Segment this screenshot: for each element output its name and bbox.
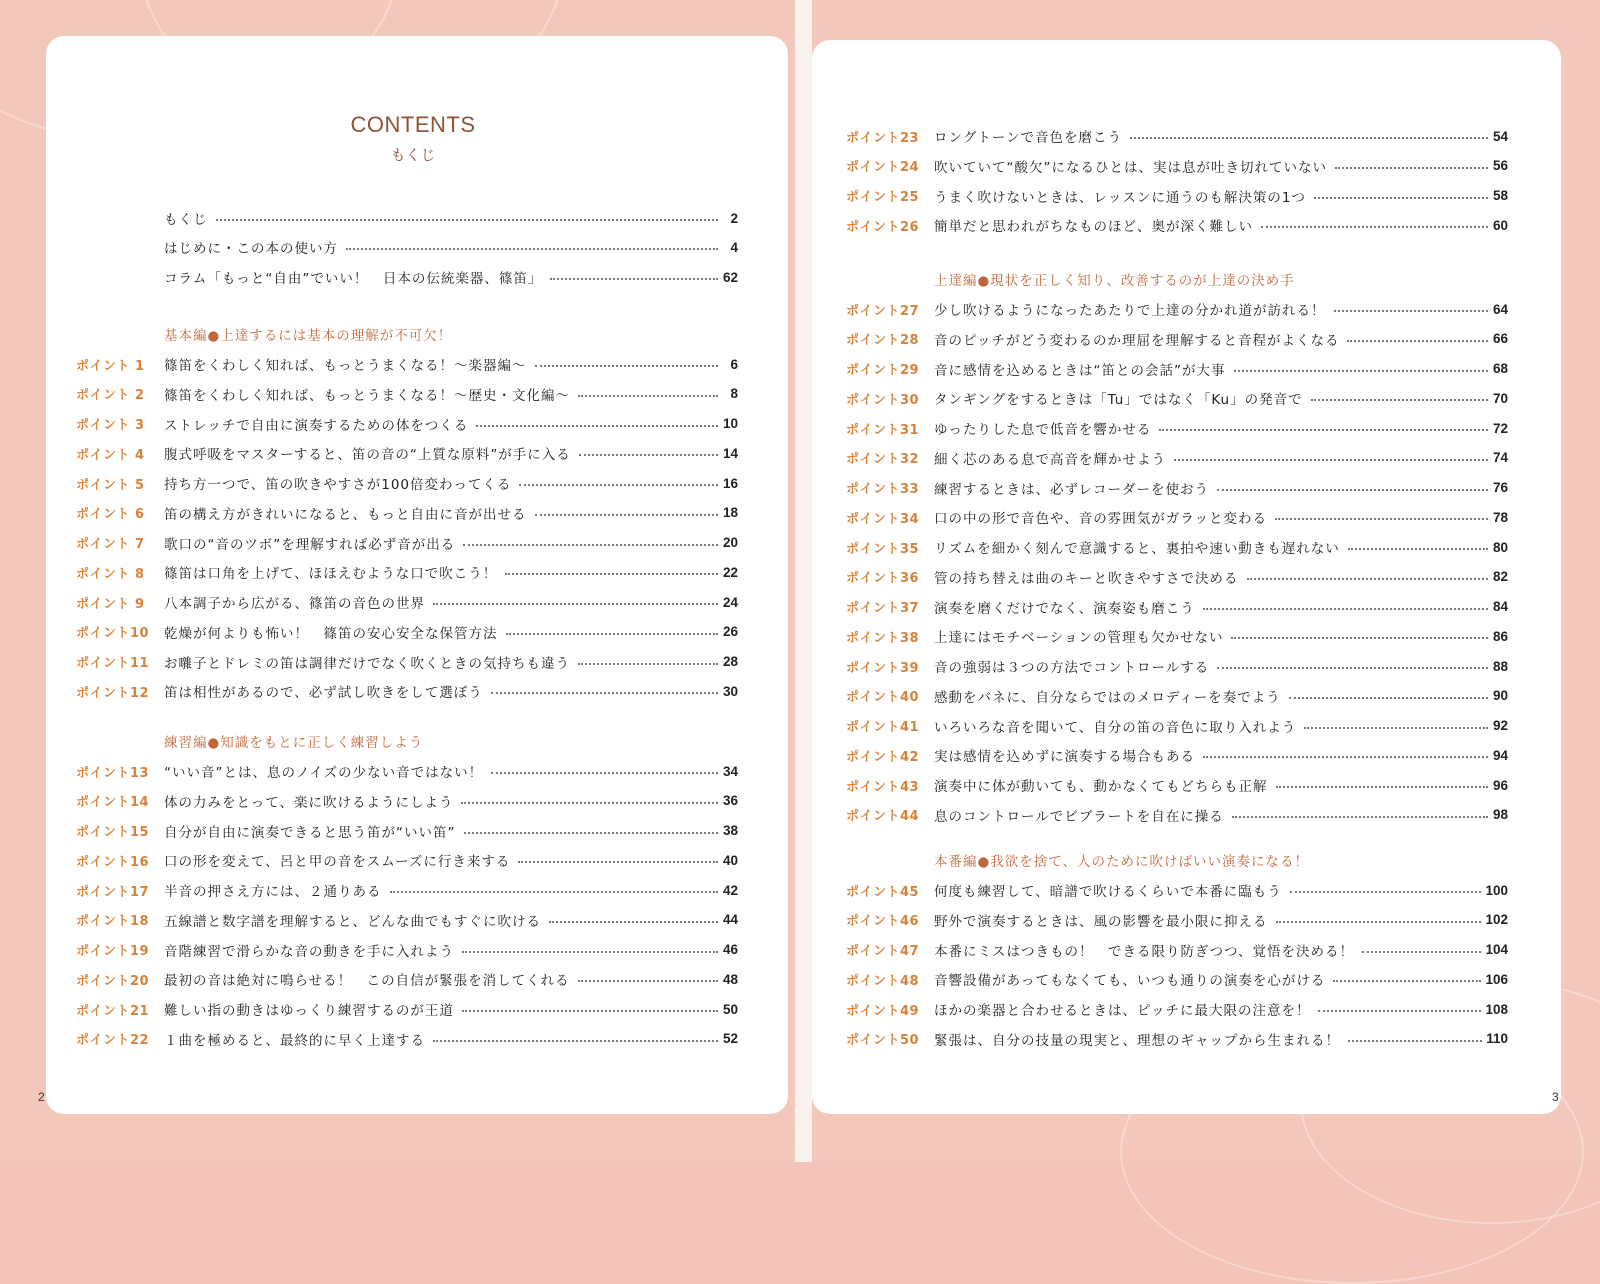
toc-entry[interactable] [846, 298, 1508, 320]
entry-title: 少し吹けるようになったあたりで上達の分かれ道が訪れる！ [934, 303, 1326, 319]
entry-page-number: 48 [722, 971, 738, 987]
entry-title: 口の中の形で音色や、音の雰囲気がガラッと変わる [934, 511, 1267, 528]
dot-leader [1347, 340, 1488, 342]
toc-entry[interactable] [846, 715, 1508, 737]
point-label: ポイント23 [846, 130, 920, 146]
point-label: ポイント31 [846, 422, 920, 438]
point-label: ポイント10 [76, 626, 150, 642]
entry-page-number: 82 [1492, 569, 1508, 585]
page-number-left: 2 [38, 1090, 45, 1104]
point-label: ポイント 7 [76, 537, 145, 552]
point-label: ポイント45 [846, 884, 920, 900]
entry-title: リズムを細かく刻んで意識すると、裏拍や速い動きも遅れない [934, 541, 1340, 557]
point-label: ポイント 2 [76, 388, 145, 404]
entry-title: 息のコントロールでビブラートを自在に操る [934, 808, 1224, 825]
dot-leader [579, 454, 718, 456]
entry-page-number: 52 [722, 1031, 738, 1047]
dot-leader [535, 365, 719, 367]
contents-title-ja: もくじ [390, 146, 436, 164]
entry-page-number: 36 [722, 793, 738, 809]
dot-leader [519, 484, 718, 486]
point-label: ポイント14 [76, 795, 150, 811]
point-label: ポイント11 [76, 656, 150, 671]
entry-page-number: 4 [730, 239, 738, 255]
dot-leader [1314, 197, 1488, 199]
toc-entry[interactable] [846, 566, 1508, 588]
point-label: ポイント18 [76, 914, 150, 930]
dot-leader [549, 921, 718, 923]
entry-title: 自分が自由に演奏できると思う笛が“いい笛” [164, 824, 456, 841]
entry-page-number: 110 [1486, 1031, 1508, 1047]
entry-page-number: 58 [1492, 188, 1508, 203]
point-label: ポイント39 [846, 660, 920, 676]
entry-title: コラム「もっと“自由”でいい！ 日本の伝統楽器、篠笛」 [164, 271, 543, 287]
toc-entry[interactable] [846, 804, 1508, 826]
entry-page-number: 46 [722, 942, 738, 957]
toc-entry[interactable] [846, 744, 1508, 766]
dot-leader [464, 832, 719, 834]
dot-leader [390, 891, 719, 893]
entry-page-number: 104 [1485, 942, 1508, 957]
point-label: ポイント21 [76, 1003, 150, 1019]
entry-title: 何度も練習して、暗譜で吹けるくらいで本番に臨もう [934, 884, 1282, 900]
dot-leader [433, 603, 718, 605]
dot-leader [1276, 921, 1482, 923]
point-label: ポイント49 [846, 1003, 920, 1019]
entry-page-number: 88 [1492, 658, 1508, 674]
toc-entry[interactable] [846, 417, 1508, 439]
dot-leader [1318, 1010, 1481, 1012]
point-label: ポイント25 [846, 190, 920, 205]
dot-leader [1362, 951, 1482, 953]
dot-leader [1174, 459, 1488, 461]
entry-page-number: 70 [1492, 390, 1508, 406]
point-label: ポイント 5 [76, 477, 145, 493]
dot-leader [1290, 891, 1482, 893]
toc-entry[interactable] [846, 536, 1508, 558]
page-number-right: 3 [1552, 1090, 1559, 1104]
entry-page-number: 94 [1492, 747, 1508, 763]
toc-entry[interactable] [76, 998, 738, 1020]
entry-page-number: 6 [730, 356, 738, 372]
toc-entry[interactable] [76, 561, 738, 583]
entry-title: 笛は相性があるので、必ず試し吹きをして選ぼう [164, 685, 483, 702]
dot-leader [1275, 518, 1488, 520]
dot-leader [1304, 727, 1488, 729]
entry-title: 吹いていて“酸欠”になるひとは、実は息が吐き切れていない [934, 159, 1327, 176]
point-label: ポイント37 [846, 601, 920, 616]
dot-leader [1311, 399, 1488, 401]
entry-page-number: 16 [722, 475, 738, 491]
entry-page-number: 26 [722, 624, 738, 640]
dot-leader [1348, 1040, 1482, 1042]
entry-page-number: 34 [722, 763, 738, 779]
toc-entry[interactable] [76, 591, 738, 613]
point-label: ポイント46 [846, 914, 920, 930]
dot-leader [535, 514, 719, 516]
toc-entry[interactable] [846, 125, 1508, 147]
point-label: ポイント47 [846, 944, 920, 959]
entry-page-number: 38 [722, 823, 738, 838]
dot-leader [1333, 980, 1481, 982]
entry-title: 感動をバネに、自分ならではのメロディーを奏でよう [934, 689, 1281, 706]
point-label: ポイント15 [76, 825, 150, 840]
toc-entry[interactable] [846, 998, 1508, 1020]
entry-title: 乾燥が何よりも怖い！ 篠笛の安心安全な保管方法 [164, 625, 498, 642]
entry-page-number: 64 [1492, 301, 1508, 317]
dot-leader [1217, 489, 1488, 491]
point-label: ポイント40 [846, 690, 920, 706]
toc-entry[interactable] [846, 328, 1508, 350]
entry-title: ロングトーンで音色を磨こう [934, 130, 1122, 146]
dot-leader [462, 1010, 718, 1012]
entry-page-number: 66 [1492, 331, 1508, 347]
entry-page-number: 54 [1492, 128, 1508, 144]
dot-leader [1234, 370, 1489, 372]
point-label: ポイント27 [846, 303, 920, 319]
point-label: ポイント19 [76, 944, 150, 959]
entry-page-number: 60 [1492, 217, 1508, 233]
dot-leader [1348, 548, 1488, 550]
point-label: ポイント33 [846, 482, 920, 497]
entry-title: 腹式呼吸をマスターすると、笛の音の“上質な原料”が手に入る [164, 447, 571, 464]
toc-entry[interactable] [76, 790, 738, 812]
entry-title: 難しい指の動きはゆっくり練習するのが王道 [164, 1003, 454, 1019]
entry-title: 持ち方一つで、笛の吹きやすさが100倍変わってくる [164, 477, 512, 493]
point-label: ポイント22 [76, 1033, 150, 1049]
entry-page-number: 10 [722, 416, 738, 431]
entry-title: 篠笛をくわしく知れば、もっとうまくなる！～歴史・文化編～ [164, 387, 570, 404]
entry-page-number: 102 [1485, 912, 1508, 928]
toc-entry[interactable] [846, 774, 1508, 796]
entry-title: 笛の構え方がきれいになると、もっと自由に音が出せる [164, 506, 527, 523]
entry-page-number: 62 [722, 269, 738, 285]
intro-entry[interactable] [76, 266, 738, 288]
entry-title: 実は感情を込めずに演奏する場合もある [934, 749, 1195, 766]
entry-page-number: 24 [722, 594, 738, 610]
dot-leader [491, 692, 718, 694]
point-label: ポイント48 [846, 973, 920, 989]
point-label: ポイント 8 [76, 566, 145, 582]
toc-entry[interactable] [846, 879, 1508, 901]
entry-title: もくじ [164, 212, 208, 228]
point-label: ポイント26 [846, 219, 920, 235]
section-heading-performance: 本番編●我欲を捨て、人のために吹けばいい演奏になる！ [934, 854, 1310, 870]
entry-page-number: 90 [1492, 688, 1508, 704]
toc-entry[interactable] [76, 760, 738, 782]
entry-title: 歌口の“音のツボ”を理解すれば必ず音が出る [164, 536, 456, 553]
entry-title: 音のピッチがどう変わるのか理屈を理解すると音程がよくなる [934, 332, 1340, 349]
toc-entry[interactable] [76, 968, 738, 990]
entry-title: 練習するときは、必ずレコーダーを使おう [934, 481, 1209, 498]
entry-page-number: 74 [1492, 450, 1508, 466]
entry-title: うまく吹けないときは、レッスンに通うのも解決策の1つ [934, 189, 1306, 206]
dot-leader [346, 248, 718, 250]
dot-leader [1203, 608, 1488, 610]
contents-title-en: CONTENTS [350, 112, 476, 137]
intro-entry[interactable] [76, 207, 738, 229]
toc-entry[interactable] [846, 155, 1508, 177]
dot-leader [1159, 429, 1488, 431]
entry-title: 篠笛をくわしく知れば、もっとうまくなる！～楽器編～ [164, 358, 527, 374]
dot-leader [1203, 756, 1488, 758]
section-heading-practice: 練習編●知識をもとに正しく練習しよう [164, 735, 424, 751]
entry-page-number: 30 [722, 683, 738, 699]
toc-entry[interactable] [846, 1028, 1508, 1050]
entry-page-number: 72 [1492, 420, 1508, 436]
entry-title: 最初の音は絶対に鳴らせる！ この自信が緊張を消してくれる [164, 973, 570, 990]
dot-leader [506, 633, 719, 635]
entry-page-number: 108 [1485, 1001, 1508, 1017]
entry-title: 本番にミスはつきもの！ できる限り防ぎつつ、覚悟を決める！ [934, 943, 1354, 960]
dot-leader [461, 802, 718, 804]
point-label: ポイント24 [846, 160, 920, 176]
point-label: ポイント30 [846, 392, 920, 408]
toc-entry[interactable] [846, 596, 1508, 618]
point-label: ポイント35 [846, 541, 920, 557]
entry-page-number: 98 [1492, 807, 1508, 823]
point-label: ポイント34 [846, 511, 920, 527]
entry-title: はじめに・この本の使い方 [164, 241, 338, 257]
dot-leader [1335, 167, 1488, 169]
dot-leader [1130, 137, 1488, 139]
entry-page-number: 8 [730, 386, 738, 402]
entry-page-number: 22 [722, 564, 738, 580]
toc-entry[interactable] [846, 477, 1508, 499]
point-label: ポイント20 [76, 973, 150, 989]
entry-page-number: 92 [1492, 718, 1508, 733]
toc-entry[interactable] [846, 909, 1508, 931]
entry-title: 演奏を磨くだけでなく、演奏姿も磨こう [934, 600, 1195, 617]
entry-page-number: 56 [1492, 158, 1508, 174]
point-label: ポイント13 [76, 765, 150, 781]
dot-leader [550, 278, 718, 280]
entry-page-number: 100 [1485, 882, 1508, 898]
point-label: ポイント50 [846, 1033, 920, 1049]
point-label: ポイント 3 [76, 418, 145, 433]
toc-entry[interactable] [846, 655, 1508, 677]
entry-page-number: 40 [722, 852, 738, 868]
point-label: ポイント36 [846, 571, 920, 587]
toc-entry[interactable] [76, 532, 738, 554]
contents-heading [300, 112, 526, 165]
toc-entry[interactable] [76, 651, 738, 673]
point-label: ポイント 9 [76, 596, 145, 612]
entry-page-number: 20 [722, 535, 738, 550]
toc-entry[interactable] [76, 909, 738, 931]
entry-title: 五線譜と数字譜を理解すると、どんな曲でもすぐに吹ける [164, 913, 541, 930]
toc-entry[interactable] [846, 214, 1508, 236]
section-heading-basic: 基本編●上達するには基本の理解が不可欠！ [164, 328, 453, 344]
entry-title: 緊張は、自分の技量の現実と、理想のギャップから生まれる！ [934, 1032, 1340, 1049]
dot-leader [578, 980, 718, 982]
entry-title: お囃子とドレミの笛は調律だけでなく吹くときの気持ちも違う [164, 655, 570, 672]
entry-title: ほかの楽器と合わせるときは、ピッチに最大限の注意を！ [934, 1003, 1311, 1019]
entry-title: 細く芯のある息で高音を輝かせよう [934, 451, 1166, 468]
toc-entry[interactable] [76, 383, 738, 405]
entry-page-number: 80 [1492, 539, 1508, 555]
toc-entry[interactable] [76, 1028, 738, 1050]
dot-leader [216, 219, 719, 221]
dot-leader [491, 772, 718, 774]
entry-title: 篠笛は口角を上げて、ほほえむような口で吹こう！ [164, 566, 498, 583]
point-label: ポイント38 [846, 630, 920, 646]
dot-leader [1276, 786, 1489, 788]
entry-title: “いい音”とは、息のノイズの少ない音ではない！ [164, 765, 484, 781]
point-label: ポイント28 [846, 333, 920, 349]
toc-entry[interactable] [846, 939, 1508, 961]
entry-page-number: 76 [1492, 480, 1508, 495]
dot-leader [433, 1040, 718, 1042]
toc-entry[interactable] [76, 472, 738, 494]
dot-leader [578, 663, 718, 665]
entry-title: 半音の押さえ方には、２通りある [164, 884, 382, 900]
toc-entry[interactable] [76, 621, 738, 643]
page-gutter [795, 0, 812, 1162]
point-label: ポイント43 [846, 779, 920, 795]
point-label: ポイント 1 [76, 358, 145, 374]
toc-entry[interactable] [76, 353, 738, 375]
intro-entry[interactable] [76, 236, 738, 258]
entry-title: ストレッチで自由に演奏するための体をつくる [164, 417, 469, 434]
toc-entry[interactable] [846, 447, 1508, 469]
toc-entry[interactable] [846, 358, 1508, 380]
toc-entry[interactable] [76, 413, 738, 435]
dot-leader [1247, 578, 1489, 580]
toc-entry[interactable] [76, 849, 738, 871]
entry-title: 演奏中に体が動いても、動かなくてもどちらも正解 [934, 779, 1268, 795]
entry-title: ゆったりした息で低音を響かせる [934, 422, 1152, 438]
toc-entry[interactable] [76, 939, 738, 961]
entry-page-number: 44 [722, 912, 738, 928]
point-label: ポイント44 [846, 809, 920, 825]
point-label: ポイント 6 [76, 507, 145, 523]
entry-page-number: 18 [722, 505, 738, 521]
entry-title: 簡単だと思われがちなものほど、奥が深く難しい [934, 219, 1253, 236]
entry-page-number: 106 [1485, 971, 1508, 987]
entry-page-number: 50 [722, 1001, 738, 1017]
dot-leader [1231, 637, 1488, 639]
point-label: ポイント42 [846, 749, 920, 765]
dot-leader [1261, 226, 1488, 228]
point-label: ポイント12 [76, 685, 150, 701]
entry-title: 音に感情を込めるときは“笛との会話”が大事 [934, 362, 1226, 379]
entry-page-number: 68 [1492, 361, 1508, 376]
entry-page-number: 78 [1492, 509, 1508, 525]
point-label: ポイント17 [76, 884, 150, 900]
entry-page-number: 2 [730, 210, 738, 226]
entry-title: 管の持ち替えは曲のキーと吹きやすさで決める [934, 570, 1239, 587]
point-label: ポイント 4 [76, 447, 145, 463]
dot-leader [1289, 697, 1488, 699]
entry-title: 野外で演奏するときは、風の影響を最小限に抑える [934, 913, 1268, 930]
dot-leader [505, 573, 718, 575]
entry-page-number: 86 [1492, 628, 1508, 644]
point-label: ポイント41 [846, 720, 920, 735]
entry-page-number: 14 [722, 445, 738, 461]
toc-entry[interactable] [76, 502, 738, 524]
entry-title: 音階練習で滑らかな音の動きを手に入れよう [164, 943, 454, 960]
dot-leader [476, 425, 718, 427]
toc-entry[interactable] [76, 680, 738, 702]
dot-leader [462, 951, 718, 953]
dot-leader [1232, 816, 1488, 818]
section-heading-advanced: 上達編●現状を正しく知り、改善するのが上達の決め手 [934, 273, 1295, 289]
point-label: ポイント32 [846, 452, 920, 468]
point-label: ポイント29 [846, 363, 920, 378]
dot-leader [578, 395, 718, 397]
toc-entry[interactable] [846, 387, 1508, 409]
toc-entry[interactable] [846, 625, 1508, 647]
entry-page-number: 42 [722, 882, 738, 898]
dot-leader [518, 861, 718, 863]
dot-leader [1334, 310, 1489, 312]
toc-entry[interactable] [846, 506, 1508, 528]
entry-title: 八本調子から広がる、篠笛の音色の世界 [164, 596, 425, 612]
entry-title: タンギングをするときは「Tu」ではなく「Ku」の発音で [934, 392, 1303, 409]
point-label: ポイント16 [76, 854, 150, 870]
toc-entry[interactable] [76, 879, 738, 901]
toc-entry[interactable] [846, 685, 1508, 707]
entry-title: いろいろな音を聞いて、自分の笛の音色に取り入れよう [934, 719, 1297, 736]
entry-page-number: 96 [1492, 777, 1508, 793]
toc-entry[interactable] [76, 820, 738, 842]
entry-page-number: 28 [722, 654, 738, 669]
entry-page-number: 84 [1492, 599, 1508, 614]
entry-title: １曲を極めると、最終的に早く上達する [164, 1032, 425, 1049]
entry-title: 体の力みをとって、楽に吹けるようにしよう [164, 794, 454, 811]
toc-entry[interactable] [846, 185, 1508, 207]
entry-title: 音の強弱は３つの方法でコントロールする [934, 660, 1210, 676]
toc-entry[interactable] [76, 442, 738, 464]
dot-leader [1217, 667, 1488, 669]
toc-entry[interactable] [846, 968, 1508, 990]
entry-title: 音響設備があってもなくても、いつも通りの演奏を心がける [934, 973, 1326, 990]
dot-leader [463, 544, 718, 546]
entry-title: 口の形を変えて、呂と甲の音をスムーズに行き来する [164, 854, 511, 871]
entry-title: 上達にはモチベーションの管理も欠かせない [934, 630, 1224, 647]
